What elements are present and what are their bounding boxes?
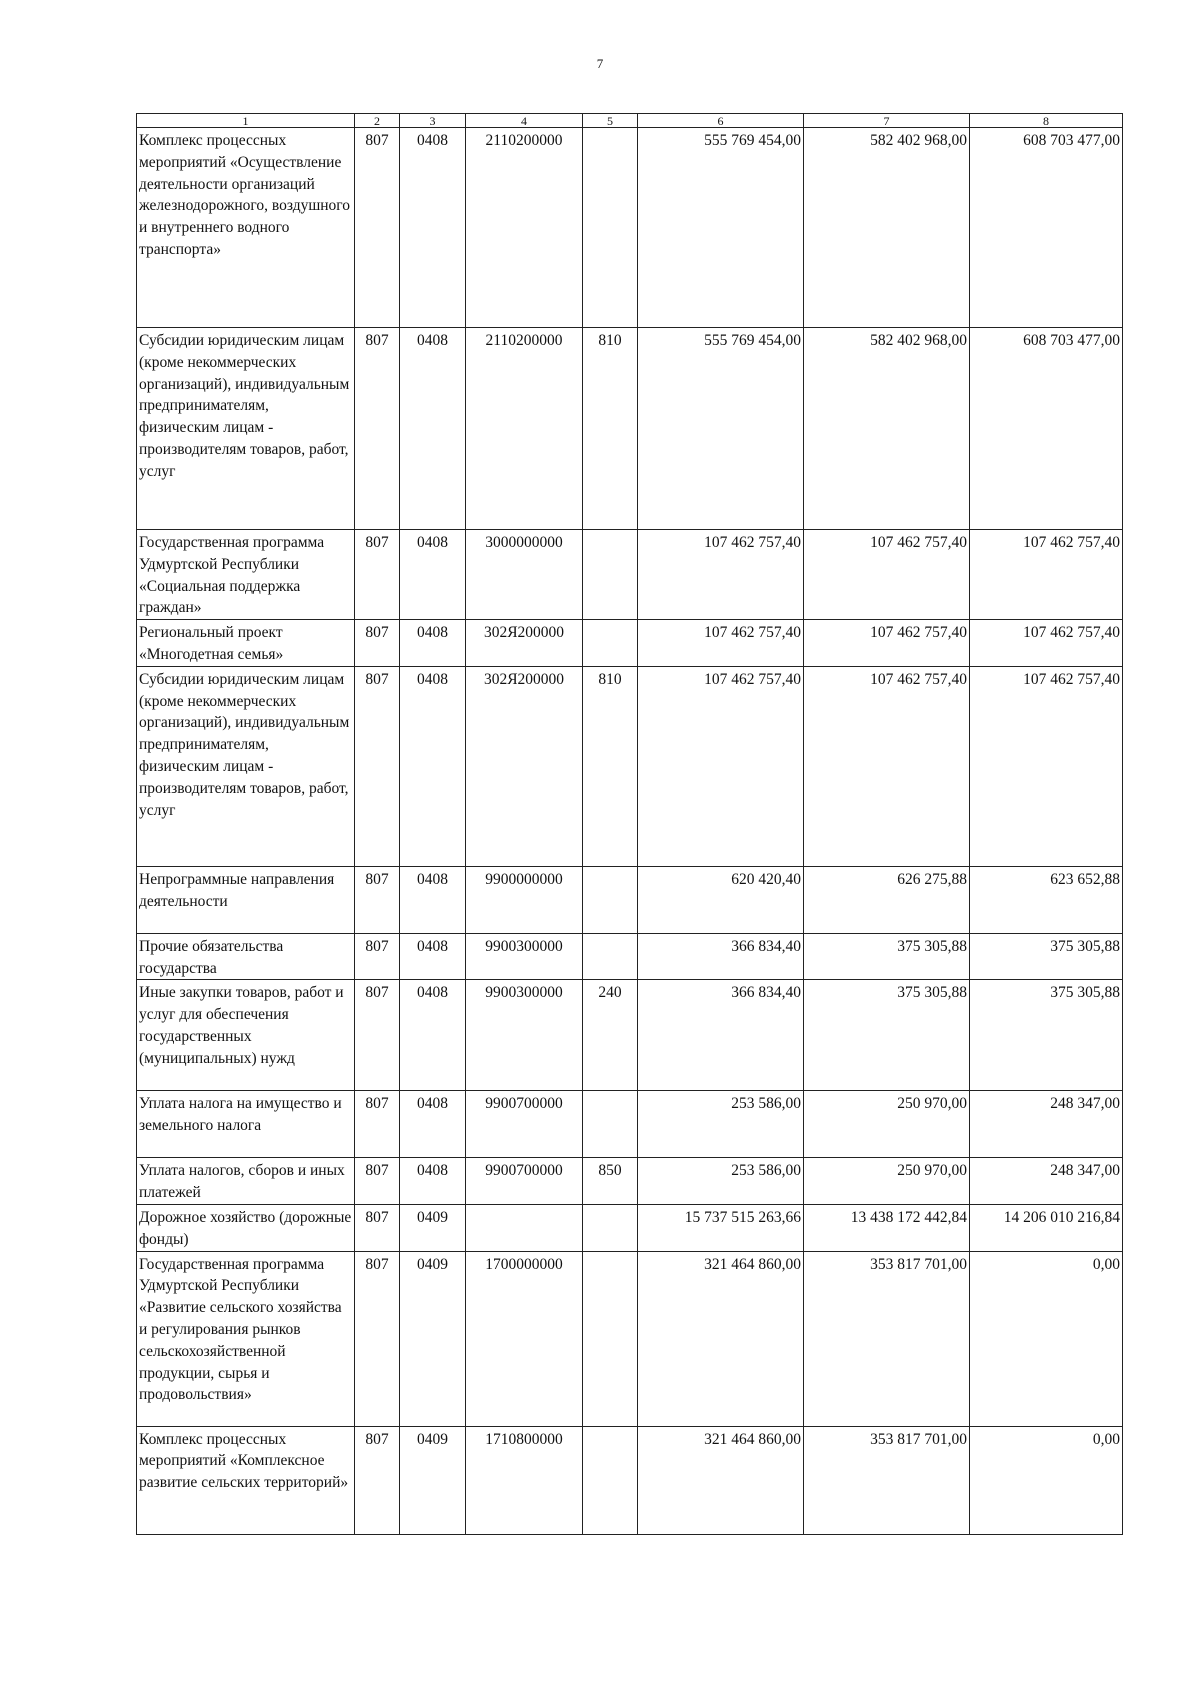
target-article-code: 9900700000 [466, 1091, 583, 1158]
amount-year-3: 0,00 [970, 1251, 1123, 1426]
target-article-code: 302Я200000 [466, 620, 583, 667]
expense-name: Уплата налога на имущество и земельного налога [137, 1091, 355, 1158]
section-code: 0408 [400, 666, 466, 866]
ministry-code: 807 [355, 933, 400, 980]
expense-type-code [583, 1091, 638, 1158]
table-row [137, 1426, 1123, 1534]
section-code: 0408 [400, 128, 466, 328]
page-number: 7 [596, 56, 604, 71]
target-article-code: 302Я200000 [466, 666, 583, 866]
target-article-code: 9900300000 [466, 933, 583, 980]
amount-year-1: 620 420,40 [638, 866, 804, 933]
section-code: 0408 [400, 1158, 466, 1205]
target-article-code: 9900000000 [466, 866, 583, 933]
amount-year-2: 353 817 701,00 [804, 1251, 970, 1426]
column-header: 7 [804, 114, 970, 128]
target-article-code [466, 1204, 583, 1251]
expense-type-code [583, 620, 638, 667]
amount-year-3: 375 305,88 [970, 933, 1123, 980]
section-code: 0408 [400, 328, 466, 530]
column-header: 2 [355, 114, 400, 128]
budget-table [136, 113, 1123, 1535]
ministry-code: 807 [355, 666, 400, 866]
table-header-row [137, 114, 1123, 128]
expense-name: Прочие обязательства государства [137, 933, 355, 980]
expense-name: Субсидии юридическим лицам (кроме некоммерческих организаций), индивидуальным предпринимателям, физическим лицам - производителям товаров, работ, услуг [137, 328, 355, 530]
ministry-code: 807 [355, 530, 400, 620]
table-row [137, 1204, 1123, 1251]
section-code: 0408 [400, 1091, 466, 1158]
expense-name: Комплекс процессных мероприятий «Осуществление деятельности организаций железнодорожного, воздушного и внутреннего водного транспорта» [137, 128, 355, 328]
amount-year-3: 107 462 757,40 [970, 530, 1123, 620]
amount-year-2: 582 402 968,00 [804, 328, 970, 530]
expense-name: Комплекс процессных мероприятий «Комплексное развитие сельских территорий» [137, 1426, 355, 1534]
table-row [137, 866, 1123, 933]
expense-type-code [583, 1251, 638, 1426]
column-header: 1 [137, 114, 355, 128]
expense-name: Иные закупки товаров, работ и услуг для обеспечения государственных (муниципальных) нужд [137, 980, 355, 1091]
target-article-code: 1700000000 [466, 1251, 583, 1426]
table-row [137, 1091, 1123, 1158]
amount-year-3: 608 703 477,00 [970, 128, 1123, 328]
section-code: 0409 [400, 1251, 466, 1426]
expense-type-code: 810 [583, 666, 638, 866]
expense-type-code [583, 1426, 638, 1534]
expense-name: Субсидии юридическим лицам (кроме некоммерческих организаций), индивидуальным предпринимателям, физическим лицам - производителям товаров, работ, услуг [137, 666, 355, 866]
expense-type-code: 850 [583, 1158, 638, 1205]
section-code: 0408 [400, 620, 466, 667]
expense-name: Государственная программа Удмуртской Республики «Социальная поддержка граждан» [137, 530, 355, 620]
section-code: 0408 [400, 980, 466, 1091]
amount-year-3: 608 703 477,00 [970, 328, 1123, 530]
ministry-code: 807 [355, 1426, 400, 1534]
expense-name: Уплата налогов, сборов и иных платежей [137, 1158, 355, 1205]
amount-year-2: 250 970,00 [804, 1091, 970, 1158]
amount-year-3: 107 462 757,40 [970, 666, 1123, 866]
table-row [137, 530, 1123, 620]
amount-year-2: 107 462 757,40 [804, 620, 970, 667]
amount-year-2: 375 305,88 [804, 980, 970, 1091]
amount-year-2: 13 438 172 442,84 [804, 1204, 970, 1251]
ministry-code: 807 [355, 328, 400, 530]
amount-year-1: 107 462 757,40 [638, 530, 804, 620]
target-article-code: 9900300000 [466, 980, 583, 1091]
column-header: 3 [400, 114, 466, 128]
table-row [137, 1251, 1123, 1426]
expense-type-code [583, 1204, 638, 1251]
amount-year-3: 248 347,00 [970, 1091, 1123, 1158]
table-row [137, 620, 1123, 667]
amount-year-3: 0,00 [970, 1426, 1123, 1534]
expense-type-code [583, 128, 638, 328]
amount-year-2: 375 305,88 [804, 933, 970, 980]
expense-type-code: 810 [583, 328, 638, 530]
amount-year-2: 626 275,88 [804, 866, 970, 933]
amount-year-1: 107 462 757,40 [638, 666, 804, 866]
ministry-code: 807 [355, 1251, 400, 1426]
table-row [137, 1158, 1123, 1205]
amount-year-3: 248 347,00 [970, 1158, 1123, 1205]
amount-year-1: 253 586,00 [638, 1158, 804, 1205]
ministry-code: 807 [355, 1158, 400, 1205]
section-code: 0409 [400, 1426, 466, 1534]
section-code: 0408 [400, 530, 466, 620]
ministry-code: 807 [355, 866, 400, 933]
amount-year-1: 555 769 454,00 [638, 328, 804, 530]
amount-year-3: 623 652,88 [970, 866, 1123, 933]
target-article-code: 2110200000 [466, 128, 583, 328]
column-header: 5 [583, 114, 638, 128]
ministry-code: 807 [355, 1091, 400, 1158]
table-row [137, 980, 1123, 1091]
section-code: 0408 [400, 933, 466, 980]
target-article-code: 9900700000 [466, 1158, 583, 1205]
section-code: 0409 [400, 1204, 466, 1251]
target-article-code: 2110200000 [466, 328, 583, 530]
amount-year-1: 321 464 860,00 [638, 1251, 804, 1426]
ministry-code: 807 [355, 980, 400, 1091]
amount-year-3: 14 206 010 216,84 [970, 1204, 1123, 1251]
column-header: 8 [970, 114, 1123, 128]
amount-year-1: 321 464 860,00 [638, 1426, 804, 1534]
expense-name: Государственная программа Удмуртской Республики «Развитие сельского хозяйства и регулирования рынков сельскохозяйственной продукции, сырья и продовольствия» [137, 1251, 355, 1426]
amount-year-2: 353 817 701,00 [804, 1426, 970, 1534]
amount-year-2: 250 970,00 [804, 1158, 970, 1205]
table-row [137, 128, 1123, 328]
amount-year-1: 15 737 515 263,66 [638, 1204, 804, 1251]
column-header: 6 [638, 114, 804, 128]
column-header: 4 [466, 114, 583, 128]
amount-year-1: 555 769 454,00 [638, 128, 804, 328]
section-code: 0408 [400, 866, 466, 933]
expense-type-code [583, 866, 638, 933]
amount-year-1: 107 462 757,40 [638, 620, 804, 667]
amount-year-1: 253 586,00 [638, 1091, 804, 1158]
target-article-code: 3000000000 [466, 530, 583, 620]
expense-type-code [583, 933, 638, 980]
table-row [137, 666, 1123, 866]
ministry-code: 807 [355, 620, 400, 667]
expense-type-code: 240 [583, 980, 638, 1091]
expense-name: Региональный проект «Многодетная семья» [137, 620, 355, 667]
table-row [137, 328, 1123, 530]
expense-name: Дорожное хозяйство (дорожные фонды) [137, 1204, 355, 1251]
amount-year-2: 582 402 968,00 [804, 128, 970, 328]
amount-year-3: 107 462 757,40 [970, 620, 1123, 667]
amount-year-2: 107 462 757,40 [804, 666, 970, 866]
ministry-code: 807 [355, 1204, 400, 1251]
amount-year-1: 366 834,40 [638, 980, 804, 1091]
amount-year-2: 107 462 757,40 [804, 530, 970, 620]
ministry-code: 807 [355, 128, 400, 328]
table-row [137, 933, 1123, 980]
expense-name: Непрограммные направления деятельности [137, 866, 355, 933]
target-article-code: 1710800000 [466, 1426, 583, 1534]
amount-year-3: 375 305,88 [970, 980, 1123, 1091]
expense-type-code [583, 530, 638, 620]
amount-year-1: 366 834,40 [638, 933, 804, 980]
